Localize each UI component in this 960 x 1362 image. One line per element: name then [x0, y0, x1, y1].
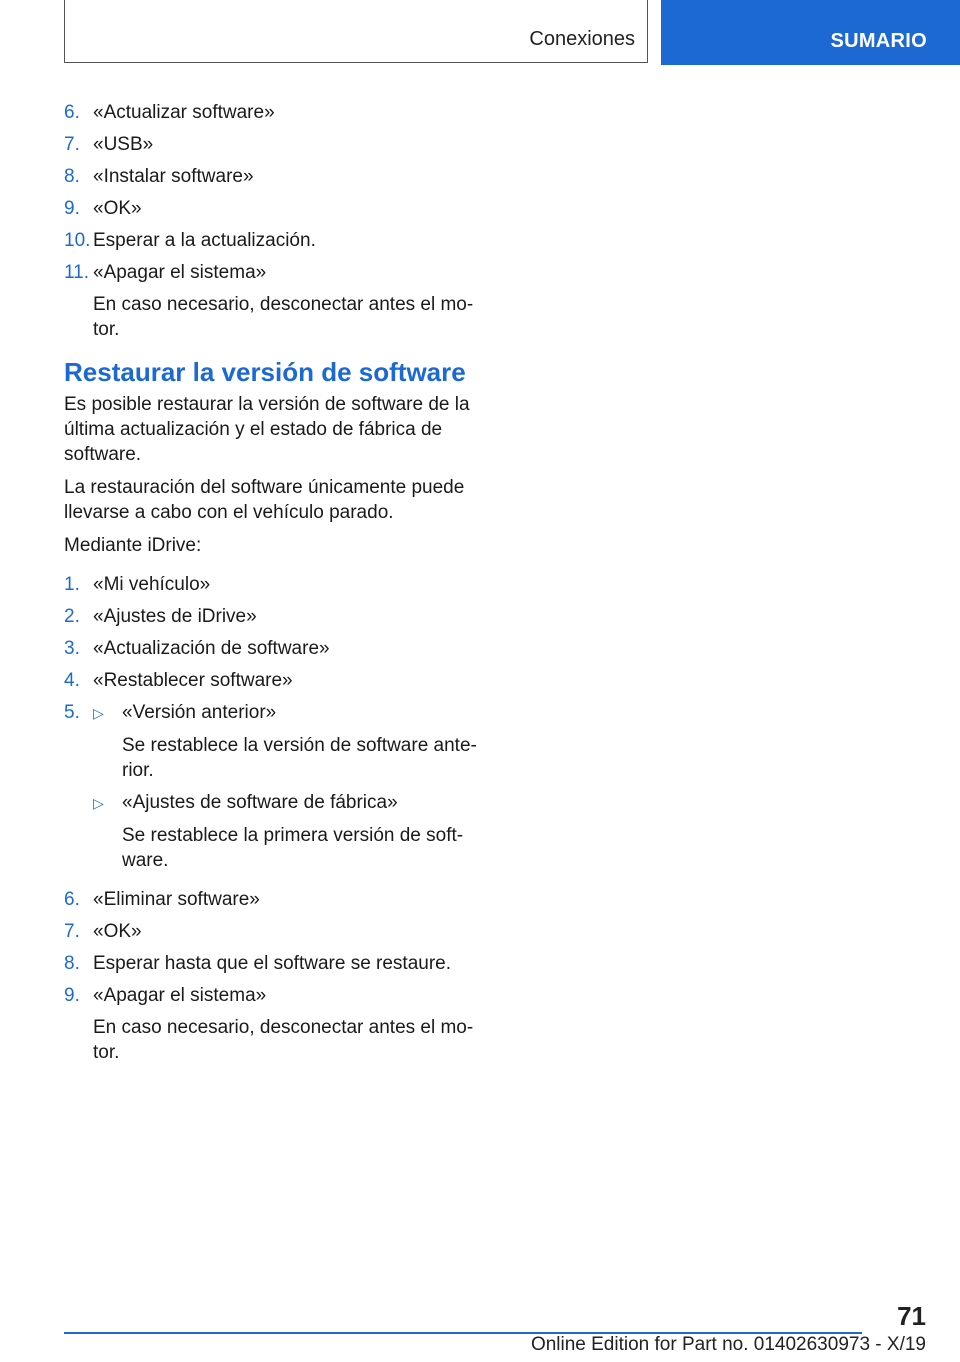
list-item: 8. Esperar hasta que el software se restaure. — [64, 953, 452, 974]
list-item: 2. «Ajustes de iDrive» — [64, 606, 257, 627]
paragraph: Es posible restaurar la versión de software de la última actualización y el estado de fábrica de software. — [64, 394, 470, 465]
paragraph: La restauración del software únicamente puede llevarse a cabo con el vehículo parado. — [64, 477, 465, 523]
list-item: 3. «Actualización de software» — [64, 638, 330, 659]
footer-edition: Online Edition for Part no. 01402630973 - X/19 — [530, 1334, 926, 1355]
list-item: 6. «Actualizar software» — [64, 102, 275, 123]
update-steps-list — [64, 100, 484, 342]
list-item: 1. «Mi vehículo» — [64, 574, 211, 595]
list-item: 7. «USB» — [64, 134, 154, 155]
step-note: En caso necesario, desconectar antes el mo-tor. — [93, 294, 474, 340]
list-item: 6. «Eliminar software» — [64, 889, 260, 910]
list-item: 8. «Instalar software» — [64, 166, 254, 187]
triangle-bullet-icon: ▷ — [93, 795, 104, 811]
chapter-header — [64, 0, 648, 63]
page-number: 71 — [897, 1301, 926, 1331]
step-note: En caso necesario, desconectar antes el mo-tor. — [93, 1017, 474, 1063]
list-item: 4. «Restablecer software» — [64, 670, 293, 691]
main-content — [64, 100, 484, 1072]
list-item: 11. «Apagar el sistema» En caso necesario, desconectar antes el mo-tor. — [64, 260, 484, 342]
sumario-button[interactable] — [661, 0, 960, 65]
chapter-title: Conexiones — [529, 28, 635, 50]
restore-steps-list — [64, 572, 484, 1065]
section-title: Restaurar la versión de software — [64, 357, 466, 387]
list-item: 5. ▷ «Versión anterior» Se restablece la versión de software ante-rior. ▷ «Ajustes de software de fábrica» Se restablece la primera versión de soft-ware. — [64, 700, 484, 880]
list-item: 9. «OK» — [64, 198, 142, 219]
sub-note: Se restablece la primera versión de soft-ware. — [122, 825, 464, 871]
list-item: 7. «OK» — [64, 921, 142, 942]
list-item: 10. Esperar a la actualización. — [64, 230, 316, 251]
paragraph: Mediante iDrive: — [64, 535, 202, 556]
sub-item: ▷ «Ajustes de software de fábrica» Se restablece la primera versión de soft-ware. — [93, 790, 484, 873]
sub-options-list — [93, 700, 484, 873]
sumario-label: SUMARIO — [830, 30, 927, 52]
triangle-bullet-icon: ▷ — [93, 705, 104, 721]
sub-item: ▷ «Versión anterior» Se restablece la versión de software ante-rior. — [93, 700, 484, 783]
sub-note: Se restablece la versión de software ante-rior. — [122, 735, 477, 781]
list-item: 9. «Apagar el sistema» En caso necesario, desconectar antes el mo-tor. — [64, 983, 484, 1065]
